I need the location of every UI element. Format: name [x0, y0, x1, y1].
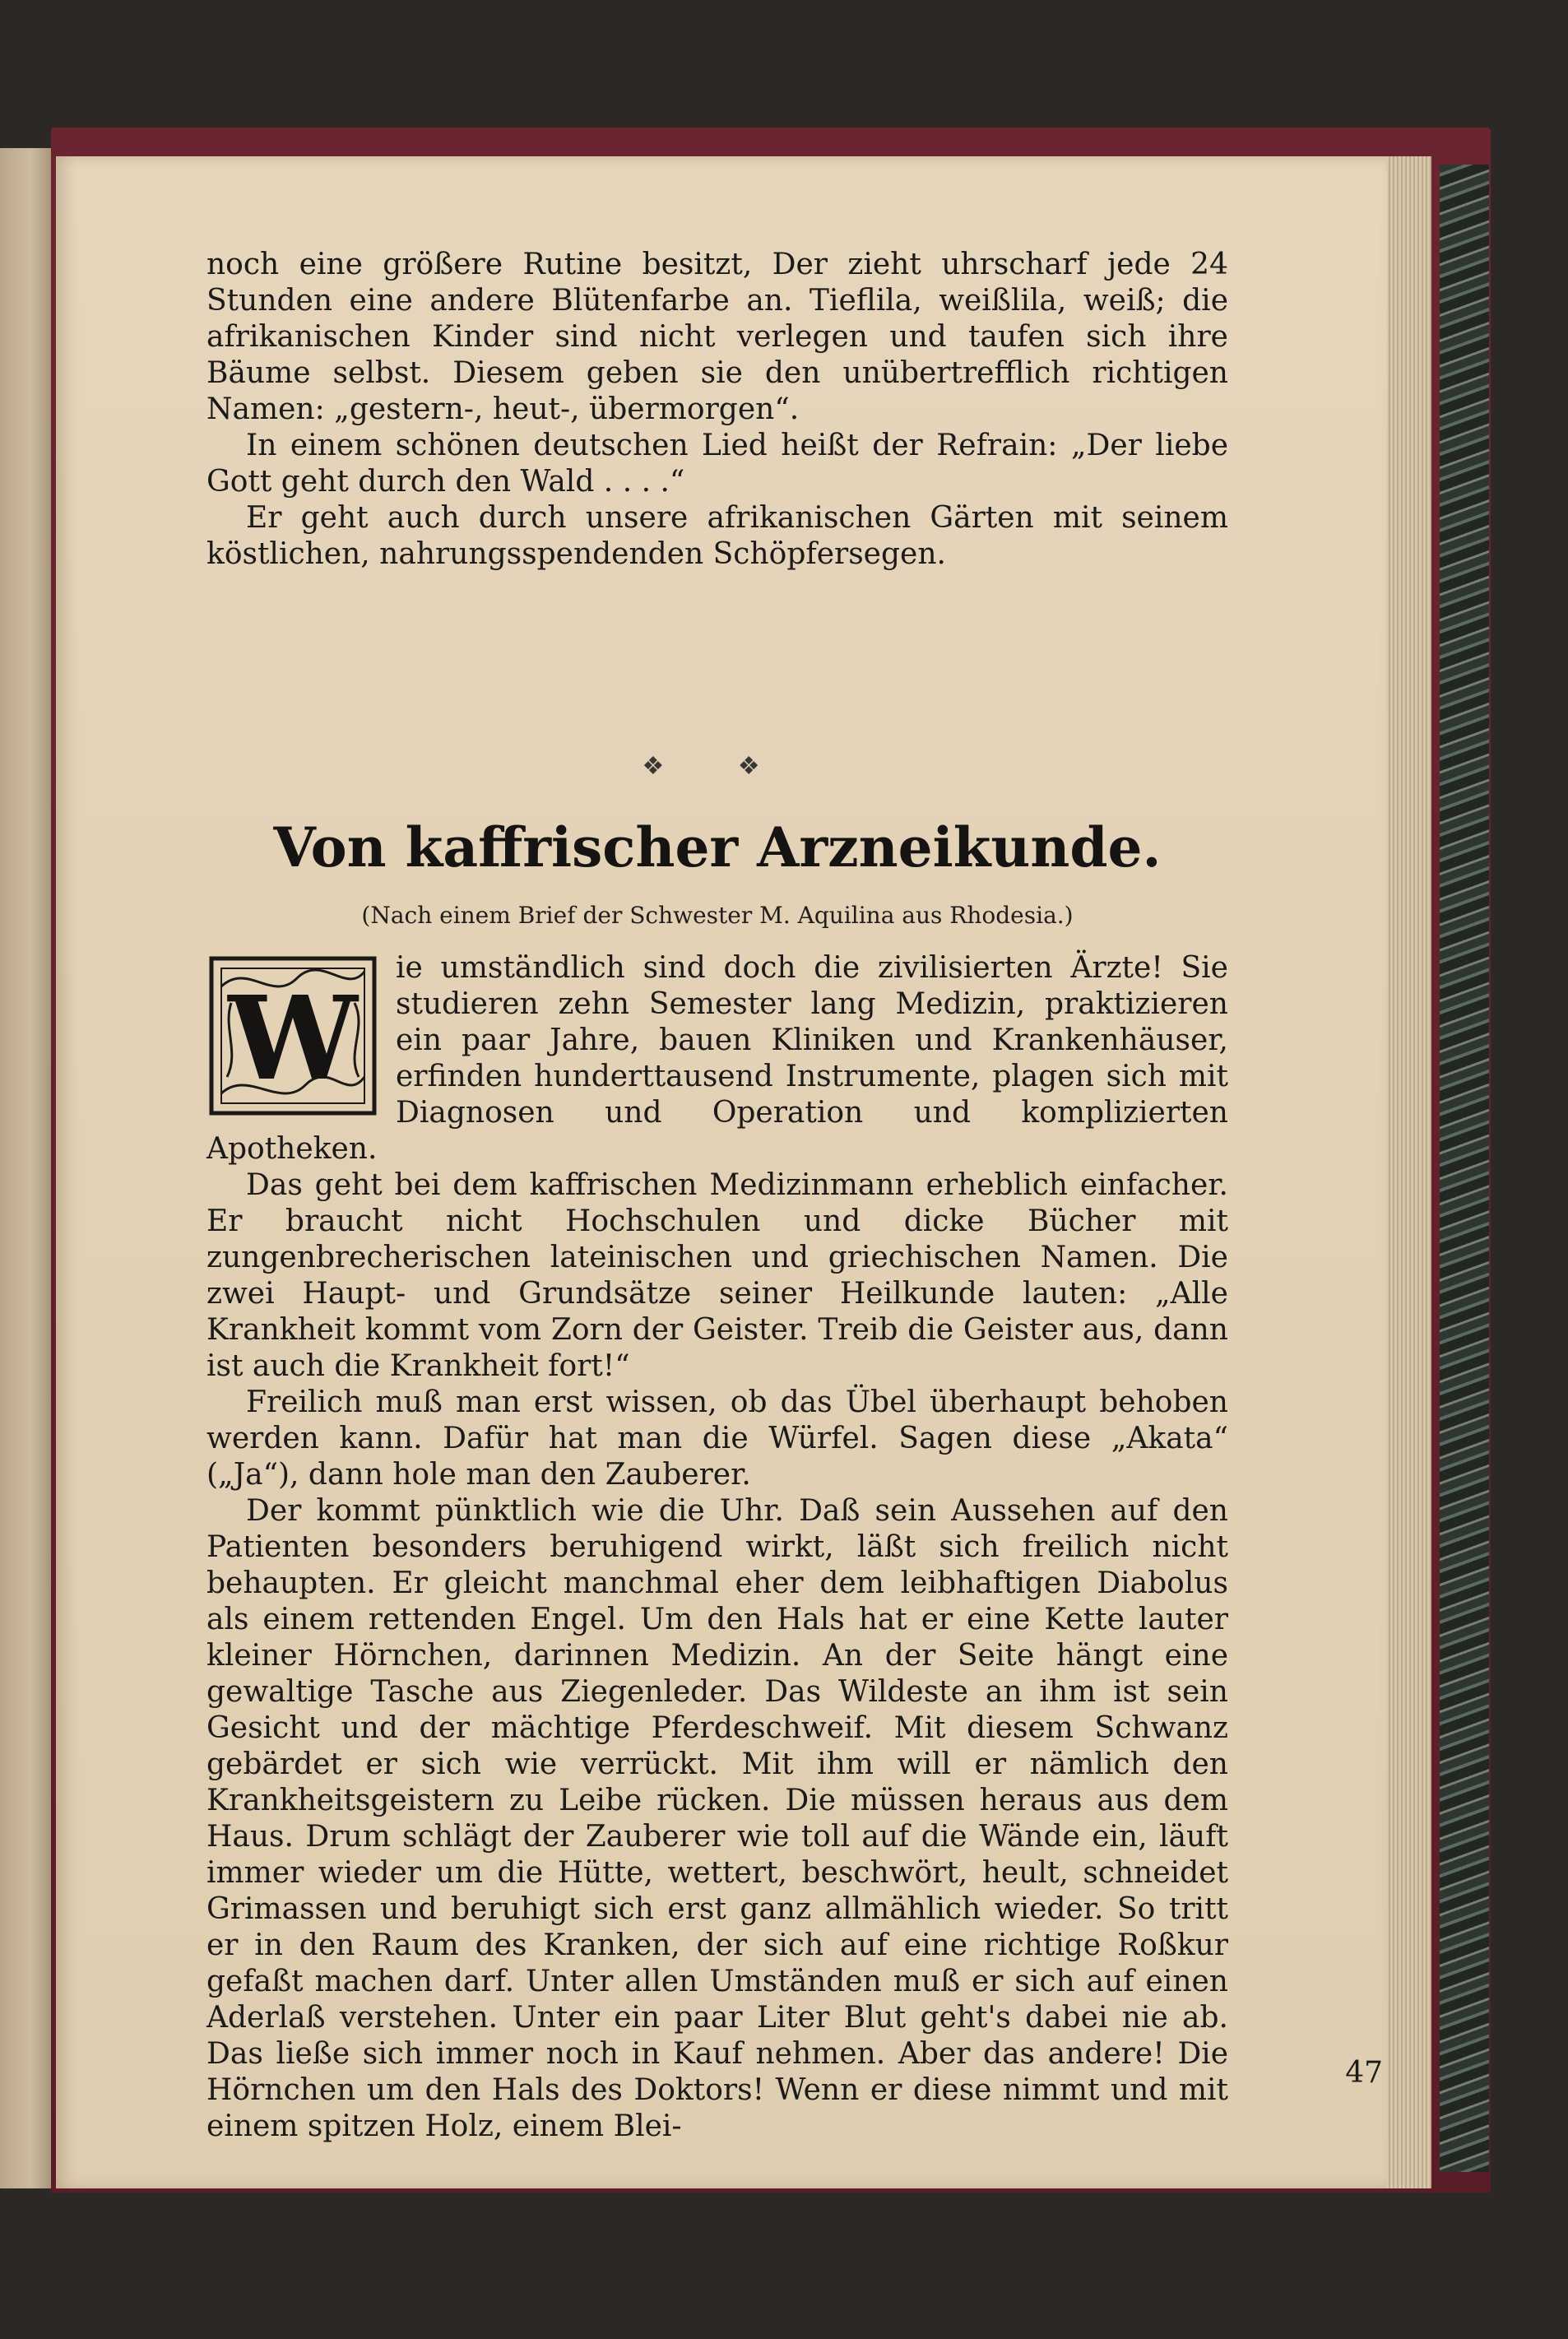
left-page-edge: [0, 148, 51, 2188]
article-heading: Von kaffrischer Arzneikunde.: [273, 815, 1162, 879]
drop-cap-letter: W: [228, 972, 358, 1107]
page-number: 47: [1345, 2056, 1383, 2090]
paragraph-3: Er geht auch durch unsere afrikanischen Gärten mit seinem köstlichen, nahrungsspendenden Schöpfersegen.: [206, 501, 1228, 571]
body-paragraph-1: ie umständlich sind doch die zivilisierten Ärzte! Sie studieren zehn Semester lang Medizin, praktizieren ein paar Jahre, bauen Kliniken und Krankenhäuser, erfinden hunderttausend Instrumente, plagen sich mit Diagnosen und Operation und komplizierten Apotheken.: [206, 951, 1228, 1166]
book-page: [56, 156, 1387, 2188]
section-ornament: ❖ ❖: [642, 752, 793, 781]
article-body: [206, 950, 1228, 2145]
drop-cap: [206, 954, 379, 1118]
page-edges: [1386, 156, 1431, 2188]
paragraph-2: In einem schönen deutschen Lied heißt der Refrain: „Der liebe Gott geht durch den Wald . . . .“: [206, 429, 1228, 499]
body-paragraph-3: Freilich muß man erst wissen, ob das Übel überhaupt behoben werden kann. Dafür hat man die Würfel. Sagen diese „Akata“ („Ja“), dann hole man den Zauberer.: [206, 1385, 1228, 1492]
text-block: [206, 247, 1383, 2143]
body-paragraph-4: Der kommt pünktlich wie die Uhr. Daß sein Aussehen auf den Patienten besonders beruhigend wirkt, läßt sich freilich nicht behaupten. Er gleicht manchmal eher dem leibhaftigen Diabolus als einem rettenden Engel. Um den Hals hat er eine Kette lauter kleiner Hörnchen, darinnen Medizin. An der Seite hängt eine gewaltige Tasche aus Ziegenleder. Das Wildeste an ihm ist sein Gesicht und der mächtige Pferdeschweif. Mit diesem Schwanz gebärdet er sich wie verrückt. Mit ihm will er nämlich den Krankheitsgeistern zu Leibe rücken. Die müssen heraus aus dem Haus. Drum schlägt der Zauberer wie toll auf die Wände ein, läuft immer wieder um die Hütte, wettert, beschwört, heult, schneidet Grimassen und beruhigt sich erst ganz allmählich wieder. So tritt er in den Raum des Kranken, der sich auf eine richtige Roßkur gefaßt machen darf. Unter allen Umständen muß er sich auf einen Aderlaß verstehen. Unter ein paar Liter Blut geht's dabei nie ab. Das ließe sich immer noch in Kauf nehmen. Aber das andere! Die Hörnchen um den Hals des Doktors! Wenn er diese nimmt und mit einem spitzen Holz, einem Blei-: [206, 1494, 1228, 2143]
paragraph-1: noch eine größere Rutine besitzt, Der zieht uhrscharf jede 24 Stunden eine andere Blütenfarbe an. Tieflila, weißlila, weiß; die afrikanischen Kinder sind nicht verlegen und taufen sich ihre Bäume selbst. Diesem geben sie den unübertrefflich richtigen Namen: „gestern-, heut-, übermorgen“.: [206, 248, 1228, 426]
marbled-board: [1440, 165, 1489, 2172]
drop-cap-frame: [206, 954, 379, 1118]
article-subheading: (Nach einem Brief der Schwester M. Aquilina aus Rhodesia.): [361, 902, 1074, 929]
body-paragraph-2: Das geht bei dem kaffrischen Medizinmann erheblich einfacher. Er braucht nicht Hochschulen und dicke Bücher mit zungenbrecherischen lateinischen und griechischen Namen. Die zwei Haupt- und Grundsätze seiner Heilkunde lauten: „Alle Krankheit kommt vom Zorn der Geister. Treib die Geister aus, dann ist auch die Krankheit fort!“: [206, 1168, 1228, 1383]
